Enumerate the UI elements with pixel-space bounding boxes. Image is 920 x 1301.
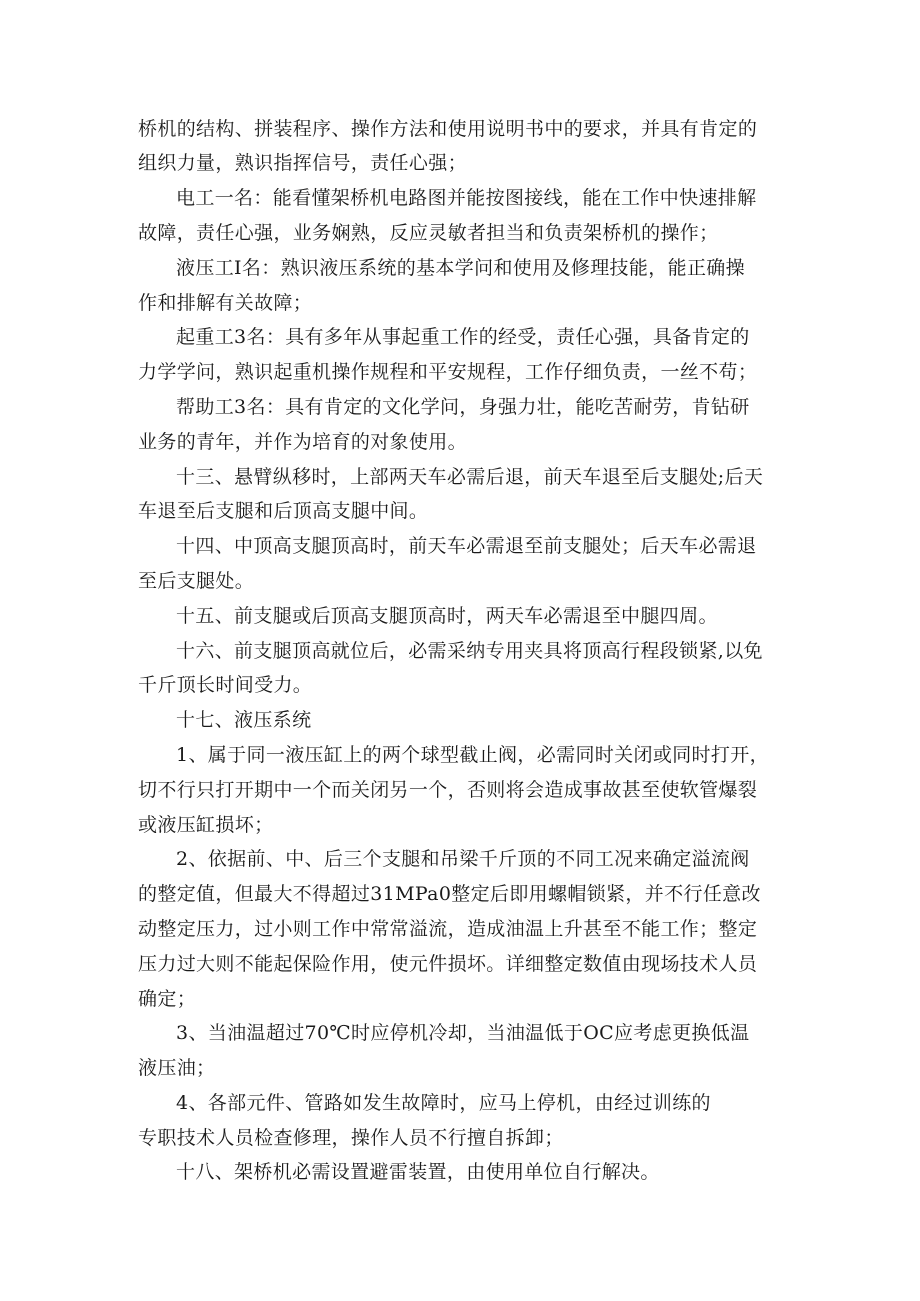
text-line: 车退至后支腿和后顶高支腿中间。 — [138, 500, 429, 522]
text-line: 2、依据前、中、后三个支腿和吊梁千斤顶的不同工况来确定溢流阀 — [176, 848, 750, 870]
text-line: 十四、中顶高支腿顶高时，前天车必需退至前支腿处；后天车必需退 — [176, 535, 757, 557]
text-line: 桥机的结构、拼装程序、操作方法和使用说明书中的要求，并具有肯定的 — [138, 118, 758, 140]
text-line: 液压油； — [138, 1057, 216, 1079]
text-line: 动整定压力，过小则工作中常常溢流，造成油温上升甚至不能工作；整定 — [138, 918, 758, 940]
text-line: 作和排解有关故障； — [138, 292, 313, 314]
text-line: 十五、前支腿或后顶高支腿顶高时，两天车必需退至中腿四周。 — [176, 605, 718, 627]
text-line: 确定； — [138, 988, 197, 1010]
text-line: 十七、液压系统 — [176, 709, 312, 731]
text-line: 电工一名：能看懂架桥机电路图并能按图接线，能在工作中快速排解 — [176, 187, 757, 209]
text-line: 4、各部元件、管路如发生故障时，应马上停机，由经过训练的 — [176, 1092, 711, 1114]
text-line: 切不行只打开期中一个而关闭另一个，否则将会造成事故甚至使软管爆裂 — [138, 779, 758, 801]
text-line: 力学学问，熟识起重机操作规程和平安规程，工作仔细负责，一丝不苟； — [138, 361, 758, 383]
text-line: 千斤顶长时间受力。 — [138, 674, 313, 696]
text-line: 或液压缸损坏； — [138, 814, 274, 836]
text-line: 液压工Ⅰ名：熟识液压系统的基本学问和使用及修理技能，能正确操 — [176, 257, 746, 279]
text-line: 十六、前支腿顶高就位后，必需采纳专用夹具将顶高行程段锁紧,以免 — [176, 640, 763, 662]
text-line: 的整定值，但最大不得超过31MPa0整定后即用螺帽锁紧，并不行任意改 — [138, 883, 761, 905]
text-line: 故障，责任心强，业务娴熟，反应灵敏者担当和负责架桥机的操作； — [138, 222, 719, 244]
text-line: 十三、悬臂纵移时，上部两天车必需后退，前天车退至后支腿处;后天 — [176, 466, 764, 488]
text-line: 十八、架桥机必需设置避雷装置，由使用单位自行解决。 — [176, 1161, 660, 1183]
text-line: 压力过大则不能起保险作用，使元件损坏。详细整定数值由现场技术人员 — [138, 953, 758, 975]
text-line: 3、当油温超过70℃时应停机冷却，当油温低于OC应考虑更换低温 — [176, 1022, 750, 1044]
text-line: 组织力量，熟识指挥信号，责任心强； — [138, 152, 467, 174]
text-line: 业务的青年，并作为培育的对象使用。 — [138, 431, 467, 453]
text-line: 专职技术人员检查修理，操作人员不行擅自拆卸； — [138, 1127, 564, 1149]
text-line: 1、属于同一液压缸上的两个球型截止阀，必需同时关闭或同时打开， — [176, 744, 769, 766]
text-line: 起重工3名：具有多年从事起重工作的经受，责任心强，具备肯定的 — [176, 326, 750, 348]
text-line: 帮助工3名：具有肯定的文化学问，身强力壮，能吃苦耐劳，肯钻研 — [176, 396, 750, 418]
text-line: 至后支腿处。 — [138, 570, 255, 592]
